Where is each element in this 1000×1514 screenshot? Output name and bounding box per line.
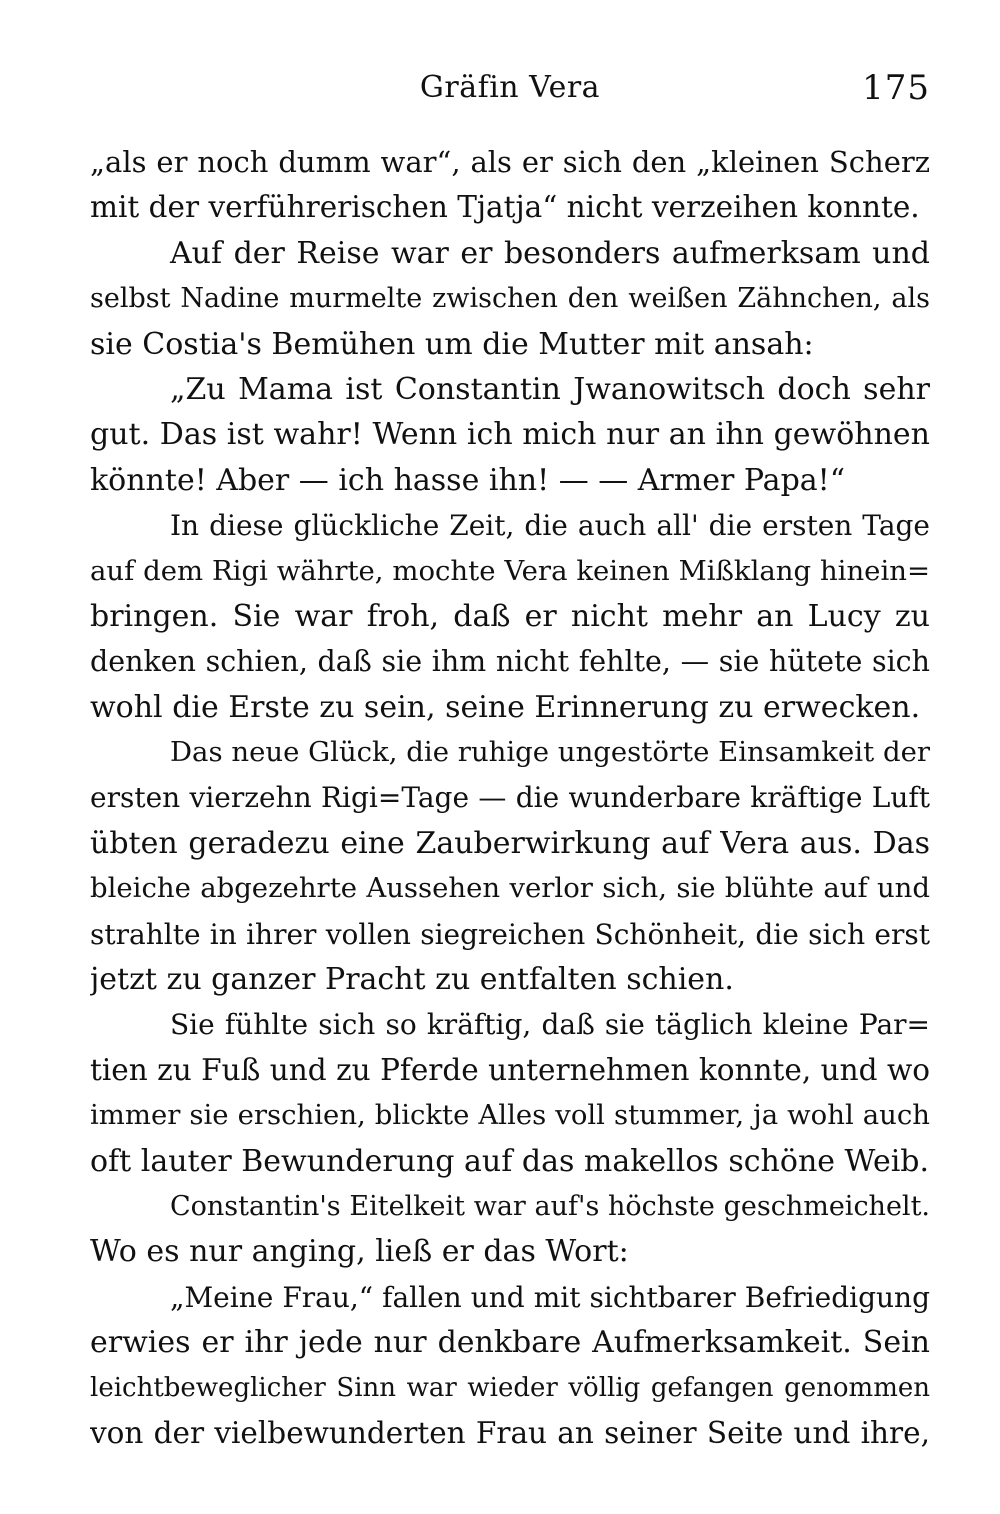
text-line: strahlte in ihrer vollen siegreichen Schönheit, die sich erst — [90, 917, 930, 951]
text-line: „Meine Frau,“ fallen und mit sichtbarer Befriedigung — [170, 1280, 930, 1314]
text-line: jetzt zu ganzer Pracht zu entfalten schien. — [90, 962, 734, 998]
text-line: gut. Das ist wahr! Wenn ich mich nur an ihn gewöhnen — [90, 417, 930, 453]
body-text — [90, 140, 930, 1456]
text-line: „Zu Mama ist Constantin Jwanowitsch doch sehr — [170, 371, 930, 407]
text-line: könnte! Aber — ich hasse ihn! — — Armer Papa!“ — [90, 462, 846, 498]
text-line: Sie fühlte sich so kräftig, daß sie täglich kleine Par= — [170, 1008, 930, 1042]
text-line: immer sie erschien, blickte Alles voll stummer, ja wohl auch — [90, 1099, 930, 1132]
text-line: Constantin's Eitelkeit war auf's höchste geschmeichelt. — [170, 1190, 930, 1222]
text-line: tien zu Fuß und zu Pferde unternehmen konnte, und wo — [90, 1052, 930, 1087]
page-header — [90, 62, 930, 122]
running-title: Gräfin Vera — [419, 70, 601, 105]
text-line: ersten vierzehn Rigi=Tage — die wunderbare kräftige Luft — [90, 781, 930, 815]
text-line: In diese glückliche Zeit, die auch all' die ersten Tage — [170, 509, 930, 543]
text-line: Auf der Reise war er besonders aufmerksam und — [170, 235, 930, 271]
text-line: selbst Nadine murmelte zwischen den weißen Zähnchen, als — [90, 283, 930, 315]
text-line: bringen. Sie war froh, daß er nicht mehr an Lucy zu — [90, 598, 930, 634]
text-line: bleiche abgezehrte Aussehen verlor sich, sie blühte auf und — [90, 872, 930, 905]
page-number: 175 — [862, 68, 930, 108]
text-line: Das neue Glück, die ruhige ungestörte Einsamkeit der — [170, 736, 930, 769]
text-line: „als er noch dumm war“, als er sich den „kleinen Scherz — [90, 145, 930, 179]
text-line: auf dem Rigi währte, mochte Vera keinen Mißklang hinein= — [90, 554, 930, 587]
text-line: leichtbeweglicher Sinn war wieder völlig gefangen genommen — [90, 1372, 930, 1403]
text-line: oft lauter Bewunderung auf das makellos schöne Weib. — [90, 1143, 930, 1179]
text-line: von der vielbewunderten Frau an seiner Seite und ihre, — [90, 1415, 930, 1450]
text-line: sie Costia's Bemühen um die Mutter mit ansah: — [90, 326, 814, 362]
text-line: erwies er ihr jede nur denkbare Aufmerksamkeit. Sein — [90, 1325, 930, 1361]
text-line: übten geradezu eine Zauberwirkung auf Vera aus. Das — [90, 825, 930, 861]
text-line: wohl die Erste zu sein, seine Erinnerung zu erwecken. — [90, 689, 921, 725]
text-line: Wo es nur anging, ließ er das Wort: — [90, 1234, 629, 1270]
text-line: mit der verführerischen Tjatja“ nicht verzeihen konnte. — [90, 190, 920, 225]
text-line: denken schien, daß sie ihm nicht fehlte, — sie hütete sich — [90, 645, 930, 679]
